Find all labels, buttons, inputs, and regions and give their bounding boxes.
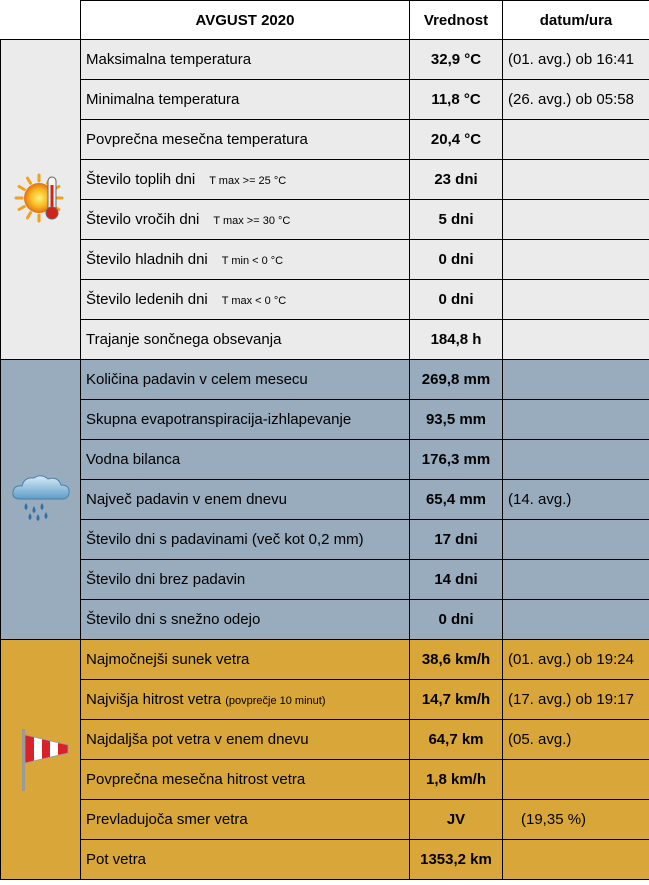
row-value: 0 dni <box>410 240 503 280</box>
row-date <box>503 200 649 240</box>
row-date: (01. avg.) ob 19:24 <box>503 640 649 680</box>
table-row <box>1 480 649 520</box>
row-label-cell <box>81 240 410 280</box>
row-label-cell <box>81 680 410 720</box>
group-icon-cell <box>1 40 81 360</box>
row-value: JV <box>410 800 503 840</box>
row-label: Najvišja hitrost vetra <box>86 691 222 708</box>
row-label: Maksimalna temperatura <box>86 51 252 68</box>
row-label-cell <box>81 520 410 560</box>
row-label: Število dni s padavinami (več kot 0,2 mm) <box>86 531 364 548</box>
row-threshold-note: T min < 0 °C <box>221 255 284 267</box>
row-date: (14. avg.) <box>503 480 649 520</box>
row-value: 23 dni <box>410 160 503 200</box>
row-label: Število dni s snežno odejo <box>86 611 261 628</box>
row-value: 11,8 °C <box>410 80 503 120</box>
row-date: (17. avg.) ob 19:17 <box>503 680 649 720</box>
row-date <box>503 280 649 320</box>
row-label-cell <box>81 720 410 760</box>
group-icon-cell <box>1 360 81 640</box>
row-label-qualifier: (povprečje 10 minut) <box>225 695 326 707</box>
row-date <box>503 320 649 360</box>
row-date <box>503 520 649 560</box>
value-column-header: Vrednost <box>410 1 503 40</box>
table-row <box>1 560 649 600</box>
row-label-cell <box>81 480 410 520</box>
table-row <box>1 320 649 360</box>
row-label: Količina padavin v celem mesecu <box>86 371 308 388</box>
table-row <box>1 360 649 400</box>
row-label: Število toplih dni <box>86 171 196 188</box>
table-row <box>1 800 649 840</box>
row-threshold-note: T max >= 25 °C <box>209 175 287 187</box>
row-label-cell <box>81 280 410 320</box>
row-date: (26. avg.) ob 05:58 <box>503 80 649 120</box>
group-icon-cell <box>1 640 81 880</box>
row-label: Prevladujoča smer vetra <box>86 811 248 828</box>
row-threshold-note: T max >= 30 °C <box>213 215 291 227</box>
row-label: Vodna bilanca <box>86 451 181 468</box>
table-row <box>1 160 649 200</box>
row-value: 17 dni <box>410 520 503 560</box>
row-value: 20,4 °C <box>410 120 503 160</box>
row-label-cell <box>81 840 410 880</box>
sun-thermometer-icon <box>14 212 68 229</box>
row-date <box>503 560 649 600</box>
row-label-cell <box>81 800 410 840</box>
row-label: Najmočnejši sunek vetra <box>86 651 250 668</box>
row-label-cell <box>81 80 410 120</box>
row-label: Število vročih dni <box>86 211 200 228</box>
header-row <box>1 1 649 40</box>
row-value: 64,7 km <box>410 720 503 760</box>
row-label-cell <box>81 760 410 800</box>
row-date <box>503 440 649 480</box>
row-label-cell <box>81 40 410 80</box>
row-label-cell <box>81 320 410 360</box>
table-row <box>1 200 649 240</box>
table-row <box>1 240 649 280</box>
row-label: Skupna evapotranspiracija-izhlapevanje <box>86 411 352 428</box>
table-row <box>1 840 649 880</box>
table-row <box>1 280 649 320</box>
row-date <box>503 360 649 400</box>
row-label: Največ padavin v enem dnevu <box>86 491 287 508</box>
row-value: 1353,2 km <box>410 840 503 880</box>
row-label: Pot vetra <box>86 851 147 868</box>
row-value: 14,7 km/h <box>410 680 503 720</box>
table-row <box>1 600 649 640</box>
row-label: Minimalna temperatura <box>86 91 240 108</box>
table-row <box>1 120 649 160</box>
row-label: Najdaljša pot vetra v enem dnevu <box>86 731 309 748</box>
row-value: 93,5 mm <box>410 400 503 440</box>
row-date <box>503 600 649 640</box>
row-value: 38,6 km/h <box>410 640 503 680</box>
row-value: 184,8 h <box>410 320 503 360</box>
row-value: 269,8 mm <box>410 360 503 400</box>
row-label-cell <box>81 640 410 680</box>
row-label-cell <box>81 160 410 200</box>
row-label-cell <box>81 200 410 240</box>
row-value: 14 dni <box>410 560 503 600</box>
table-title: AVGUST 2020 <box>81 1 410 40</box>
row-date <box>503 840 649 880</box>
header-blank-cell <box>1 1 81 40</box>
row-threshold-note: T max < 0 °C <box>221 295 287 307</box>
row-value: 32,9 °C <box>410 40 503 80</box>
rain-cloud-icon <box>10 510 72 527</box>
row-date: (05. avg.) <box>503 720 649 760</box>
row-value: 5 dni <box>410 200 503 240</box>
row-value: 176,3 mm <box>410 440 503 480</box>
row-label: Povprečna mesečna hitrost vetra <box>86 771 306 788</box>
table-row <box>1 40 649 80</box>
row-value: 1,8 km/h <box>410 760 503 800</box>
date-column-header: datum/ura <box>503 1 649 40</box>
table-row <box>1 520 649 560</box>
row-date <box>503 160 649 200</box>
row-date <box>503 400 649 440</box>
row-label-cell <box>81 440 410 480</box>
row-label: Povprečna mesečna temperatura <box>86 131 308 148</box>
row-value: 0 dni <box>410 600 503 640</box>
table-row <box>1 680 649 720</box>
table-row <box>1 400 649 440</box>
windsock-icon <box>10 780 72 797</box>
row-date <box>503 120 649 160</box>
row-label-cell <box>81 120 410 160</box>
row-label: Število hladnih dni <box>86 251 208 268</box>
row-label: Število ledenih dni <box>86 291 208 308</box>
table-row <box>1 80 649 120</box>
row-label-cell <box>81 560 410 600</box>
row-label-cell <box>81 400 410 440</box>
table-row <box>1 720 649 760</box>
row-label: Trajanje sončnega obsevanja <box>86 331 282 348</box>
table-row <box>1 640 649 680</box>
row-label: Število dni brez padavin <box>86 571 246 588</box>
row-value: 0 dni <box>410 280 503 320</box>
row-date <box>503 760 649 800</box>
row-date: (01. avg.) ob 16:41 <box>503 40 649 80</box>
row-date: (19,35 %) <box>503 800 649 840</box>
table-row <box>1 760 649 800</box>
row-label-cell <box>81 360 410 400</box>
table-row <box>1 440 649 480</box>
row-value: 65,4 mm <box>410 480 503 520</box>
row-label-cell <box>81 600 410 640</box>
row-date <box>503 240 649 280</box>
